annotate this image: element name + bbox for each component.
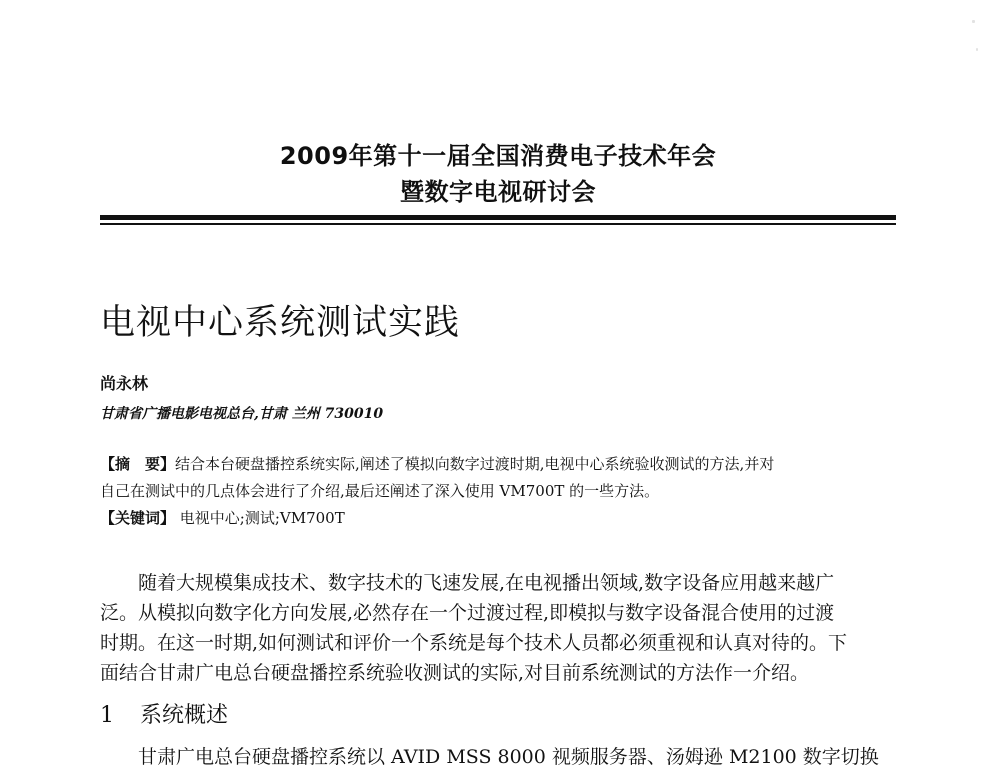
keywords-tag: 【关键词】	[100, 509, 176, 527]
author-name: 尚永林	[100, 374, 149, 393]
intro-line-2: 泛。从模拟向数字化方向发展,必然存在一个过渡过程,即模拟与数字设备混合使用的过渡	[100, 602, 835, 624]
conference-title-line1: 2009年第十一届全国消费电子技术年会	[279, 142, 717, 170]
abstract-text-2: 自己在测试中的几点体会进行了介绍,最后还阐述了深入使用 VM700T 的一些方法。	[100, 482, 660, 500]
intro-paragraph	[100, 568, 896, 688]
section-body-first-line: 甘肃广电总台硬盘播控系统以 AVID MSS 8000 视频服务器、汤姆逊 M2100 数字切换	[138, 746, 879, 768]
abstract-tag: 【摘 要】	[100, 455, 176, 473]
keywords-text: 电视中心;测试;VM700T	[179, 509, 345, 527]
intro-line-4: 面结合甘肃广电总台硬盘播控系统验收测试的实际,对目前系统测试的方法作一介绍。	[100, 662, 810, 684]
section-heading	[100, 700, 228, 732]
header-rule-thin	[100, 223, 896, 225]
intro-line-1: 随着大规模集成技术、数字技术的飞速发展,在电视播出领域,数字设备应用越来越广	[138, 572, 835, 594]
section-number: 1	[100, 703, 114, 728]
scan-artifact	[976, 48, 978, 51]
author-affiliation: 甘肃省广播电影电视总台,甘肃 兰州 730010	[100, 406, 384, 422]
abstract-block	[100, 451, 896, 532]
intro-line-3: 时期。在这一时期,如何测试和评价一个系统是每个技术人员都必须重视和认真对待的。下	[100, 632, 848, 654]
section-title: 系统概述	[140, 703, 229, 728]
header-rule-thick	[100, 215, 896, 220]
conference-title-line2: 暨数字电视研讨会	[400, 178, 596, 206]
keywords-line	[100, 505, 896, 532]
paper-title: 电视中心系统测试实践	[100, 303, 461, 343]
abstract-text-1: 结合本台硬盘播控系统实际,阐述了模拟向数字过渡时期,电视中心系统验收测试的方法,并对	[175, 455, 775, 473]
abstract-line	[100, 451, 896, 478]
scan-artifact	[972, 20, 975, 23]
conference-header	[100, 138, 896, 210]
